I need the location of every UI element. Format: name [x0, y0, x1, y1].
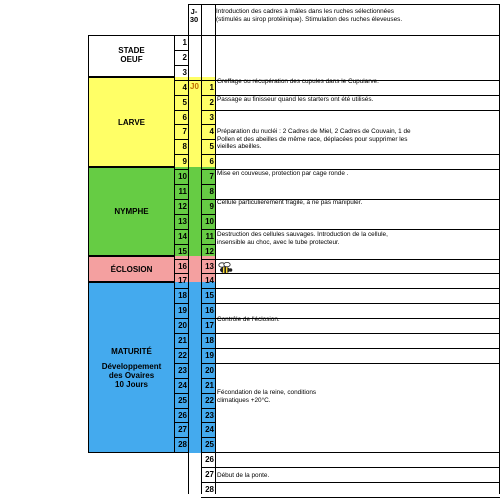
right-day-number: 16 — [205, 306, 214, 316]
grid-line — [201, 363, 215, 364]
left-day-number: 21 — [178, 336, 187, 345]
grid-line — [188, 4, 189, 494]
grid-line — [201, 422, 215, 423]
j0-label: J0 — [190, 82, 199, 91]
stage-eclosion — [88, 256, 174, 282]
desc-fragile: Cellule particulièrement fragile, à ne pas manipuler. — [217, 199, 363, 206]
grid-line — [201, 467, 215, 468]
stage-maturite — [88, 282, 174, 453]
grid-line — [201, 259, 215, 260]
stage-maturite-label-5: 10 Jours — [115, 380, 148, 389]
grid-line — [174, 95, 188, 96]
grid-line — [174, 422, 188, 423]
left-day-number: 26 — [178, 410, 187, 420]
grid-line — [174, 303, 188, 304]
grid-line — [174, 50, 188, 51]
grid-line — [174, 393, 188, 394]
left-day-number: 8 — [182, 142, 187, 152]
left-day-number: 7 — [182, 127, 187, 137]
grid-line — [215, 333, 500, 334]
right-day-number: 23 — [205, 410, 214, 420]
left-day-number: 28 — [178, 440, 187, 450]
desc-fecondation: Fécondation de la reine, conditions climatiques +20°C. — [217, 389, 317, 404]
grid-line — [174, 199, 188, 200]
grid-line — [201, 214, 215, 215]
stage-eclosion-label: ÉCLOSION — [110, 265, 153, 274]
stage-nymphe-label: NYMPHE — [114, 207, 149, 216]
grid-line — [174, 184, 188, 185]
grid-line — [174, 65, 188, 66]
grid-line — [201, 244, 215, 245]
right-day-number: 12 — [205, 246, 214, 256]
j0-col-eclosion — [188, 256, 201, 282]
grid-line — [201, 452, 215, 453]
grid-line — [174, 378, 188, 379]
stage-nymphe — [88, 167, 174, 256]
grid-line — [188, 4, 500, 5]
grid-line — [215, 482, 500, 483]
grid-line — [201, 273, 215, 274]
right-day-number: 21 — [205, 380, 214, 390]
right-day-number: 6 — [209, 157, 214, 167]
j0-col-maturite — [188, 282, 201, 453]
left-day-number: 19 — [178, 306, 187, 316]
left-day-number: 16 — [178, 261, 187, 271]
grid-line — [174, 363, 188, 364]
grid-line — [201, 124, 215, 125]
grid-line — [201, 139, 215, 140]
left-day-number: 23 — [178, 365, 187, 375]
grid-line — [174, 333, 188, 334]
right-day-number: 13 — [205, 261, 214, 271]
right-day-number: 24 — [205, 425, 214, 435]
right-day-number: 25 — [205, 440, 214, 450]
desc-couveuse: Mise en couveuse, protection par cage ronde . — [217, 170, 349, 177]
stage-larve-label: LARVE — [118, 118, 145, 127]
grid-line — [215, 154, 500, 155]
left-day-number: 4 — [182, 82, 187, 92]
right-day-number: 8 — [209, 187, 214, 196]
stage-oeuf-label-1: STADE — [118, 46, 145, 55]
desc-finisseur: Passage au finisseur quand les starters ont été utilisés. — [217, 96, 374, 103]
grid-line — [174, 408, 188, 409]
grid-line — [201, 408, 215, 409]
left-day-number: 6 — [182, 112, 187, 122]
right-day-number: 3 — [209, 112, 214, 122]
left-day-number: 13 — [178, 216, 187, 226]
grid-line — [201, 169, 215, 170]
right-day-number: 26 — [205, 455, 214, 465]
right-day-number: 7 — [209, 172, 214, 182]
desc-greffage: Greffage ou récupération des cupules dans le Cupularve. — [217, 78, 379, 85]
left-day-number: 14 — [178, 231, 187, 241]
right-day-number: 17 — [205, 321, 214, 331]
grid-line — [174, 348, 188, 349]
right-day-number: 1 — [209, 82, 214, 92]
grid-line — [174, 259, 188, 260]
right-day-number: 27 — [205, 470, 214, 480]
grid-line — [201, 95, 215, 96]
right-day-number: 5 — [209, 142, 214, 152]
grid-line — [174, 437, 188, 438]
right-day-number: 28 — [205, 485, 214, 494]
grid-line — [174, 139, 188, 140]
right-day-number: 22 — [205, 395, 214, 405]
grid-line — [201, 378, 215, 379]
grid-line — [174, 110, 188, 111]
grid-line — [201, 288, 215, 289]
desc-nuclei: Préparation du nucléi : 2 Cadres de Miel, 2 Cadres de Couvain, 1 de Pollen et des abeilles de même race, déplacées pour supprimer les vieilles abeilles. — [217, 128, 411, 151]
grid-line — [201, 393, 215, 394]
grid-line — [174, 80, 188, 81]
grid-line — [215, 4, 216, 494]
grid-line — [174, 452, 188, 453]
left-day-number: 15 — [178, 246, 187, 256]
grid-line — [201, 333, 215, 334]
grid-line — [174, 35, 500, 36]
grid-line — [215, 259, 500, 260]
grid-line — [215, 497, 500, 498]
desc-destruction: Destruction des cellules sauvages. Introduction de la cellule, insensible au choc, avec le tube protecteur. — [217, 231, 388, 246]
column-header-line2: 30 — [189, 15, 199, 24]
grid-line — [215, 348, 500, 349]
grid-line — [201, 199, 215, 200]
left-day-number: 27 — [178, 425, 187, 435]
stage-maturite-label-1: MATURITÉ — [111, 347, 152, 356]
left-day-number: 1 — [182, 38, 187, 47]
grid-line — [201, 348, 215, 349]
grid-line — [201, 318, 215, 319]
stage-larve — [88, 77, 174, 167]
grid-line — [215, 288, 500, 289]
grid-line — [174, 244, 188, 245]
grid-line — [215, 273, 500, 274]
bee-icon — [216, 261, 234, 275]
right-day-number: 20 — [205, 365, 214, 375]
top-note: Introduction des cadres à mâles dans les ruches sélectionnées (stimulés au sirop protéinique). Stimulation des ruches éleveuses. — [216, 8, 403, 23]
right-day-number: 14 — [205, 276, 214, 286]
left-day-number: 10 — [178, 172, 187, 182]
grid-line — [201, 482, 215, 483]
grid-line — [201, 184, 215, 185]
desc-controle: Contrôle de l'éclosion. — [217, 316, 280, 323]
grid-line — [201, 437, 215, 438]
desc-ponte: Début de la ponte. — [217, 472, 270, 479]
grid-line — [174, 229, 188, 230]
left-day-number: 17 — [178, 276, 187, 286]
grid-line — [215, 303, 500, 304]
grid-line — [174, 124, 188, 125]
left-day-number: 22 — [178, 350, 187, 360]
stage-maturite-label-3: Développement — [101, 362, 162, 371]
grid-line — [174, 273, 188, 274]
right-day-number: 11 — [205, 231, 214, 241]
right-day-number: 2 — [209, 97, 214, 107]
right-day-number: 19 — [205, 350, 214, 360]
grid-line — [201, 110, 215, 111]
stage-oeuf — [88, 35, 174, 77]
grid-line — [215, 363, 500, 364]
grid-line — [174, 214, 188, 215]
right-day-number: 10 — [205, 216, 214, 226]
column-header — [187, 8, 201, 24]
grid-line — [201, 497, 215, 498]
left-day-number: 25 — [178, 395, 187, 405]
grid-line — [174, 288, 188, 289]
grid-line — [201, 229, 215, 230]
left-day-number: 18 — [178, 291, 187, 301]
left-day-number: 20 — [178, 321, 187, 331]
grid-line — [215, 467, 500, 468]
left-day-number: 12 — [178, 201, 187, 211]
grid-line — [174, 318, 188, 319]
right-day-number: 18 — [205, 336, 214, 345]
right-day-number: 9 — [209, 201, 214, 211]
grid-line — [215, 229, 500, 230]
grid-line — [174, 169, 188, 170]
column-header-line1: J- — [190, 7, 198, 16]
left-day-number: 5 — [182, 97, 187, 107]
right-day-number: 4 — [209, 127, 214, 137]
left-day-number: 9 — [182, 157, 187, 167]
stage-maturite-label-4: des Ovaires — [108, 371, 155, 380]
grid-line — [201, 303, 215, 304]
j0-col-nymphe — [188, 167, 201, 256]
grid-line — [201, 154, 215, 155]
right-day-number: 15 — [205, 291, 214, 301]
grid-line — [174, 154, 188, 155]
left-day-number: 11 — [178, 187, 187, 196]
grid-line — [215, 452, 500, 453]
stage-oeuf-label-2: OEUF — [120, 55, 143, 64]
left-day-number: 3 — [182, 67, 187, 77]
grid-line — [215, 110, 500, 111]
left-day-number: 24 — [178, 380, 187, 390]
left-day-number: 2 — [182, 52, 187, 62]
